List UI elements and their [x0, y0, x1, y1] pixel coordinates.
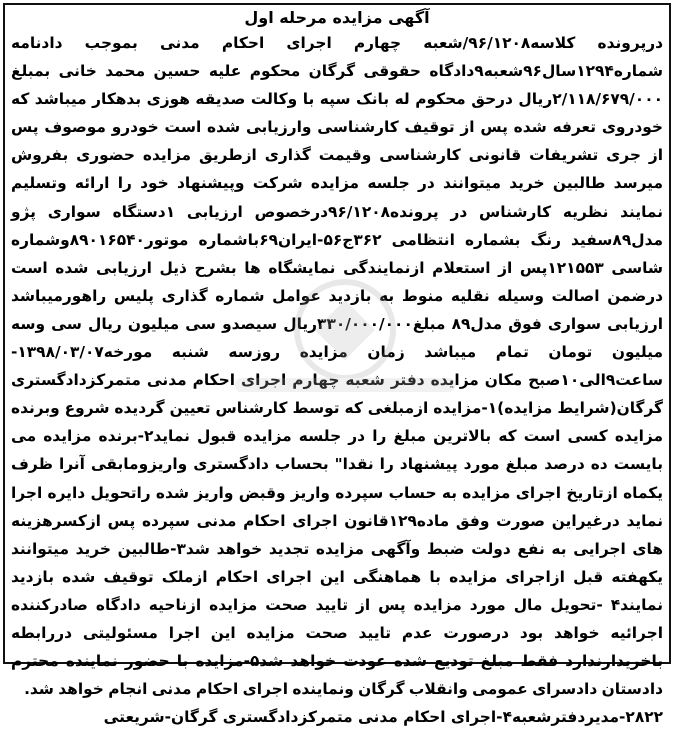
- notice-footer: ۲۸۲۲-مدیردفترشعبه۴-اجرای احکام مدنی متمرکزدادگستری گرگان-شریعتی: [5, 703, 669, 730]
- auction-notice: [3, 3, 671, 727]
- notice-title: آگهی مزایده مرحله اول: [244, 8, 430, 27]
- notice-body: درپرونده کلاسه۹۶/۱۲۰۸/شعبه چهارم اجرای احکام مدنی بموجب دادنامه شماره۱۲۹۴سال۹۶شعبه۹دادگاه حقوقی گرگان محکوم علیه حسین محمد خانی بمبلغ ۲/۱۱۸/۶۷۹/۰۰۰ریال درحق محکوم له بانک سپه با وکالت صدیقه هوزی بدهکار میباشد که خودروی تعرفه شده پس از توقیف کارشناسی وارزیابی شده است خودرو موصوف پس از جری تشریفات قانونی کارشناسی وقیمت گذاری ازطریق مزایده حضوری بفروش میرسد طالبین خرید میتوانند در جلسه مزایده شرکت وپیشنهاد خود را ارائه وتسلیم نمایند نظریه کارشناس در پرونده۹۶/۱۲۰۸درخصوص ارزیابی ۱دستگاه سواری پژو مدل۸۹سفید رنگ بشماره انتظامی ۳۶۲ج۵۶-ایران۶۹باشماره موتور۸۹۰۱۶۵۴۰وشماره شاسی ۱۲۱۵۵۳پس از استعلام ازنمایندگی نمایشگاه ها بشرح ذیل ارزیابی شده است درضمن اصالت وسیله نقلیه منوط به بازدید عوامل شماره گذاری پلیس راهورمیباشد ارزیابی سواری فوق مدل۸۹ مبلغ۳۳۰/۰۰۰/۰۰۰ریال سیصدو سی میلیون ریال سی وسه میلیون تومان تمام میباشد زمان مزایده روزسه شنبه مورخه۱۳۹۸/۰۳/۰۷-ساعت۹الی۱۰صبح مکان مزایده دفتر شعبه چهارم اجرای احکام مدنی متمرکزدادگستری گرگان(شرایط مزایده)۱-مزایده ازمبلغی که توسط کارشناس تعیین گردیده شروع وبرنده مزایده کسی است که بالاترین مبلغ را در جلسه مزایده قبول نماید۲-برنده مزایده می بایست ده درصد مبلغ مورد پیشنهاد را نقدا" بحساب دادگستری واریزومابقی آنرا ظرف یکماه ازتاریخ اجرای مزایده به حساب سپرده واریز وقبض واریز شده راتحویل دایره اجرا نماید درغیراین صورت وفق ماده۱۲۹قانون اجرای احکام مدنی سپرده پس ازکسرهزینه های اجرایی به نفع دولت ضبط وآگهی مزایده تجدید خواهد شد۳-طالبین خرید میتوانند یکهفته قبل ازاجرای مزایده با هماهنگی این اجرای احکام ازملک توقیف شده بازدید نمایند۴ -تحویل مال مورد مزایده پس از تایید صحت مزایده ازناحیه دادگاه صادرکننده اجرائیه خواهد بود درصورت عدم تایید صحت مزایده این اجرا مسئولیتی دررابطه باخریدارندارد فقط مبلغ تودیع شده عودت خواهد شد۵-مزایده با حضور نماینده محترم دادستان دادسرای عمومی وانقلاب گرگان ونماینده اجرای احکام مدنی انجام خواهد شد.: [11, 34, 664, 699]
